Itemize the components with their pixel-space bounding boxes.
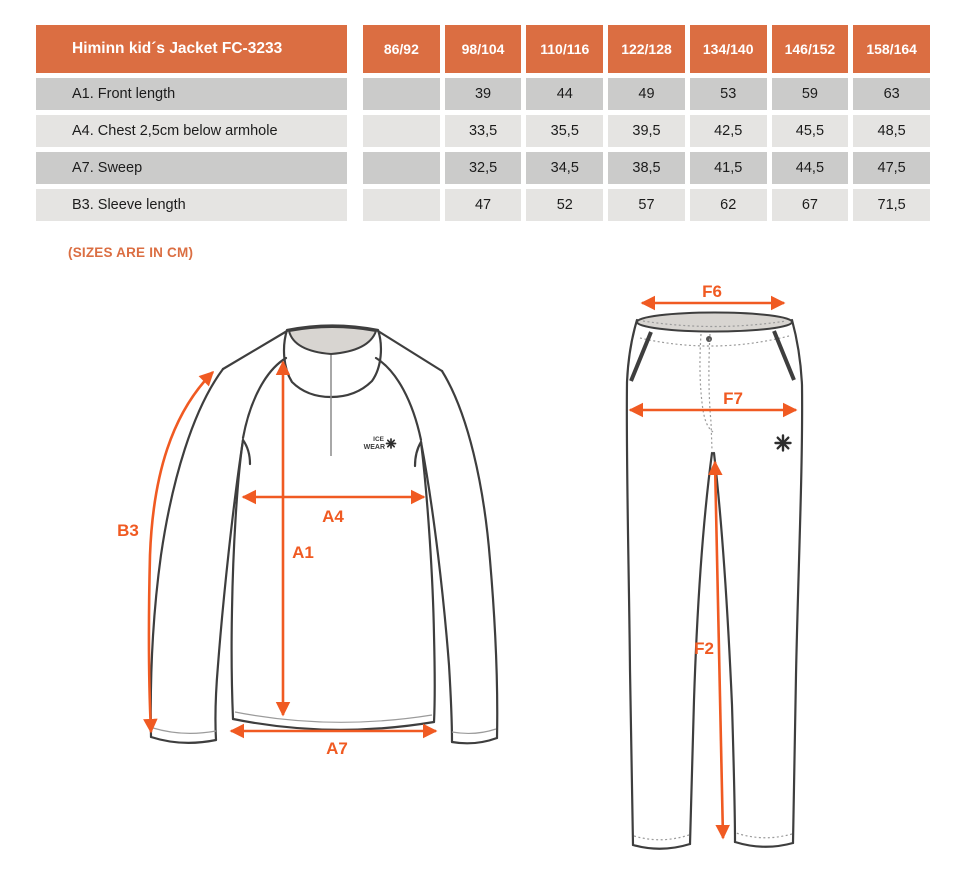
row-label-sweep: A7. Sweep [36,152,358,184]
col-header-110-116: 110/116 [526,25,603,73]
label-a1: A1 [292,543,314,562]
left-pocket [631,332,651,381]
table-cell: 67 [772,189,849,221]
label-f6: F6 [702,282,722,301]
collar-opening [289,327,376,354]
measurement-diagrams [0,270,958,894]
waist-button [706,336,712,342]
row-label-front-length: A1. Front length [36,78,358,110]
table-cell: 71,5 [853,189,930,221]
logo-text-ice: ICE [373,436,384,443]
table-cell [363,152,440,184]
table-cell: 52 [526,189,603,221]
waist-opening [637,313,792,332]
table-cell: 49 [608,78,685,110]
row-label-sleeve-length: B3. Sleeve length [36,189,358,221]
logo-text-wear: WEAR [363,444,385,451]
table-cell [363,115,440,147]
col-header-146-152: 146/152 [772,25,849,73]
col-header-86-92: 86/92 [363,25,440,73]
table-cell: 53 [690,78,767,110]
table-cell: 62 [690,189,767,221]
table-cell: 42,5 [690,115,767,147]
table-cell: 39,5 [608,115,685,147]
table-cell: 44,5 [772,152,849,184]
pants-diagram [627,282,802,849]
snowflake-logo-icon [776,436,791,451]
sizes-note: (SIZES ARE IN CM) [68,245,194,260]
table-cell: 32,5 [445,152,522,184]
col-header-98-104: 98/104 [445,25,522,73]
col-header-134-140: 134/140 [690,25,767,73]
table-cell: 41,5 [690,152,767,184]
table-cell: 44 [526,78,603,110]
label-f2: F2 [694,639,714,658]
table-title: Himinn kid´s Jacket FC-3233 [36,25,358,73]
jacket-diagram [117,326,497,759]
table-cell: 63 [853,78,930,110]
table-cell: 47 [445,189,522,221]
table-cell: 34,5 [526,152,603,184]
table-cell: 59 [772,78,849,110]
icewear-logo [364,436,396,451]
table-cell [363,78,440,110]
table-cell: 35,5 [526,115,603,147]
label-a4: A4 [322,507,344,526]
label-b3: B3 [117,521,139,540]
arrow-f2 [715,462,723,838]
table-cell: 48,5 [853,115,930,147]
table-cell: 38,5 [608,152,685,184]
table-cell [363,189,440,221]
row-label-chest: A4. Chest 2,5cm below armhole [36,115,358,147]
right-pocket [774,331,794,380]
table-cell: 39 [445,78,522,110]
arrow-b3 [149,372,213,732]
label-a7: A7 [326,739,348,758]
table-cell: 33,5 [445,115,522,147]
size-chart-table [36,25,930,221]
table-cell: 57 [608,189,685,221]
table-cell: 45,5 [772,115,849,147]
col-header-158-164: 158/164 [853,25,930,73]
label-f7: F7 [723,389,743,408]
col-header-122-128: 122/128 [608,25,685,73]
table-cell: 47,5 [853,152,930,184]
logo-flower-icon [387,439,396,448]
